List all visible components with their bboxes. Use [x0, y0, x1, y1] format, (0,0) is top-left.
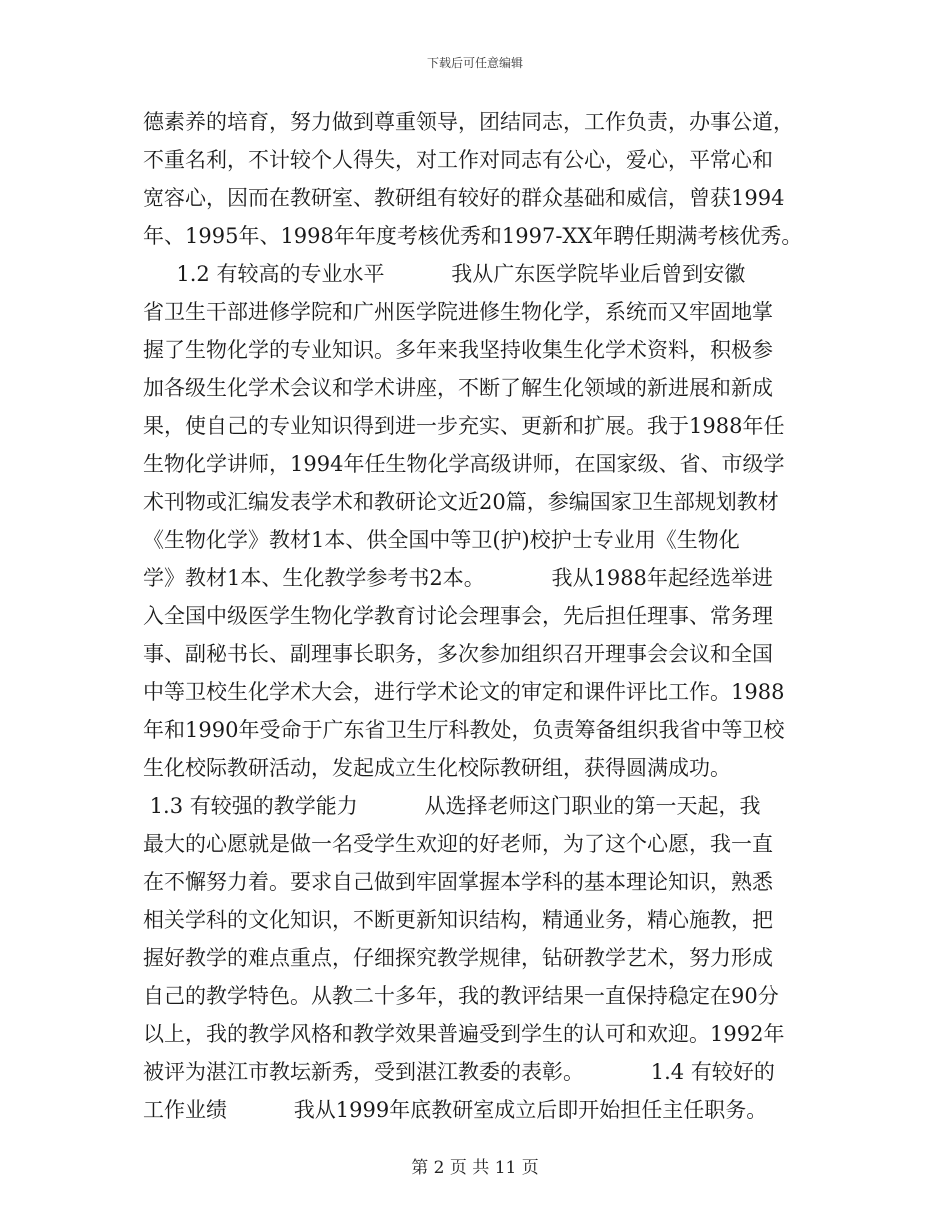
section-heading-1-3-line: 1.3 有较强的教学能力 从选择老师这门职业的第一天起，我	[143, 794, 761, 818]
text-line: 在不懈努力着。要求自己做到牢固掌握本学科的基本理论知识，熟悉	[143, 870, 773, 894]
text-line: 宽容心，因而在教研室、教研组有较好的群众基础和威信，曾获1994	[143, 186, 785, 210]
section-heading-1-2-line: 1.2 有较高的专业水平 我从广东医学院毕业后曾到安徽	[143, 262, 746, 286]
text-line: 省卫生干部进修学院和广州医学院进修生物化学，系统而又牢固地掌	[143, 300, 773, 324]
text-line: 生物化学讲师，1994年任生物化学高级讲师，在国家级、省、市级学	[143, 452, 785, 476]
text-line: 《生物化学》教材1本、供全国中等卫(护)校护士专业用《生物化	[143, 528, 740, 552]
text-line: 事、副秘书长、副理事长职务，多次参加组织召开理事会会议和全国	[143, 642, 773, 666]
text-line: 不重名利，不计较个人得失，对工作对同志有公心，爱心，平常心和	[143, 148, 773, 172]
text-line: 术刊物或汇编发表学术和教研论文近20篇，参编国家卫生部规划教材	[143, 490, 779, 514]
text-line: 工作业绩 我从1999年底教研室成立后即开始担任主任职务。	[143, 1098, 768, 1122]
text-line: 中等卫校生化学术大会，进行学术论文的审定和课件评比工作。1988	[143, 680, 785, 704]
text-line: 生化校际教研活动，发起成立生化校际教研组，获得圆满成功。	[143, 756, 731, 780]
document-body	[143, 103, 811, 1129]
text-line: 加各级生化学术会议和学术讲座，不断了解生化领域的新进展和新成	[143, 376, 773, 400]
text-line: 入全国中级医学生物化学教育讨论会理事会，先后担任理事、常务理	[143, 604, 773, 628]
text-line: 年和1990年受命于广东省卫生厅科教处，负责筹备组织我省中等卫校	[143, 718, 785, 742]
text-line: 果，使自己的专业知识得到进一步充实、更新和扩展。我于1988年任	[143, 414, 785, 438]
text-line: 学》教材1本、生化教学参考书2本。 我从1988年起经选举进	[143, 566, 773, 590]
text-line: 相关学科的文化知识，不断更新知识结构，精通业务，精心施教，把	[143, 908, 773, 932]
page-number-footer: 第 2 页 共 11 页	[411, 1158, 539, 1178]
text-line: 年、1995年、1998年年度考核优秀和1997-XX年聘任期满考核优秀。	[143, 224, 803, 248]
text-line: 德素养的培育，努力做到尊重领导，团结同志，工作负责，办事公道，	[143, 110, 794, 134]
page-header: 下载后可任意编辑	[426, 56, 523, 70]
text-line: 握好教学的难点重点，仔细探究教学规律，钻研教学艺术，努力形成	[143, 946, 773, 970]
text-line: 以上，我的教学风格和教学效果普遍受到学生的认可和欢迎。1992年	[143, 1022, 785, 1046]
text-line: 自己的教学特色。从教二十多年，我的教评结果一直保持稳定在90分	[143, 984, 779, 1008]
text-line: 握了生物化学的专业知识。多年来我坚持收集生化学术资料，积极参	[143, 338, 773, 362]
text-line: 最大的心愿就是做一名受学生欢迎的好老师，为了这个心愿，我一直	[143, 832, 773, 856]
section-heading-1-4-line: 被评为湛江市教坛新秀，受到湛江教委的表彰。 1.4 有较好的	[143, 1060, 775, 1084]
